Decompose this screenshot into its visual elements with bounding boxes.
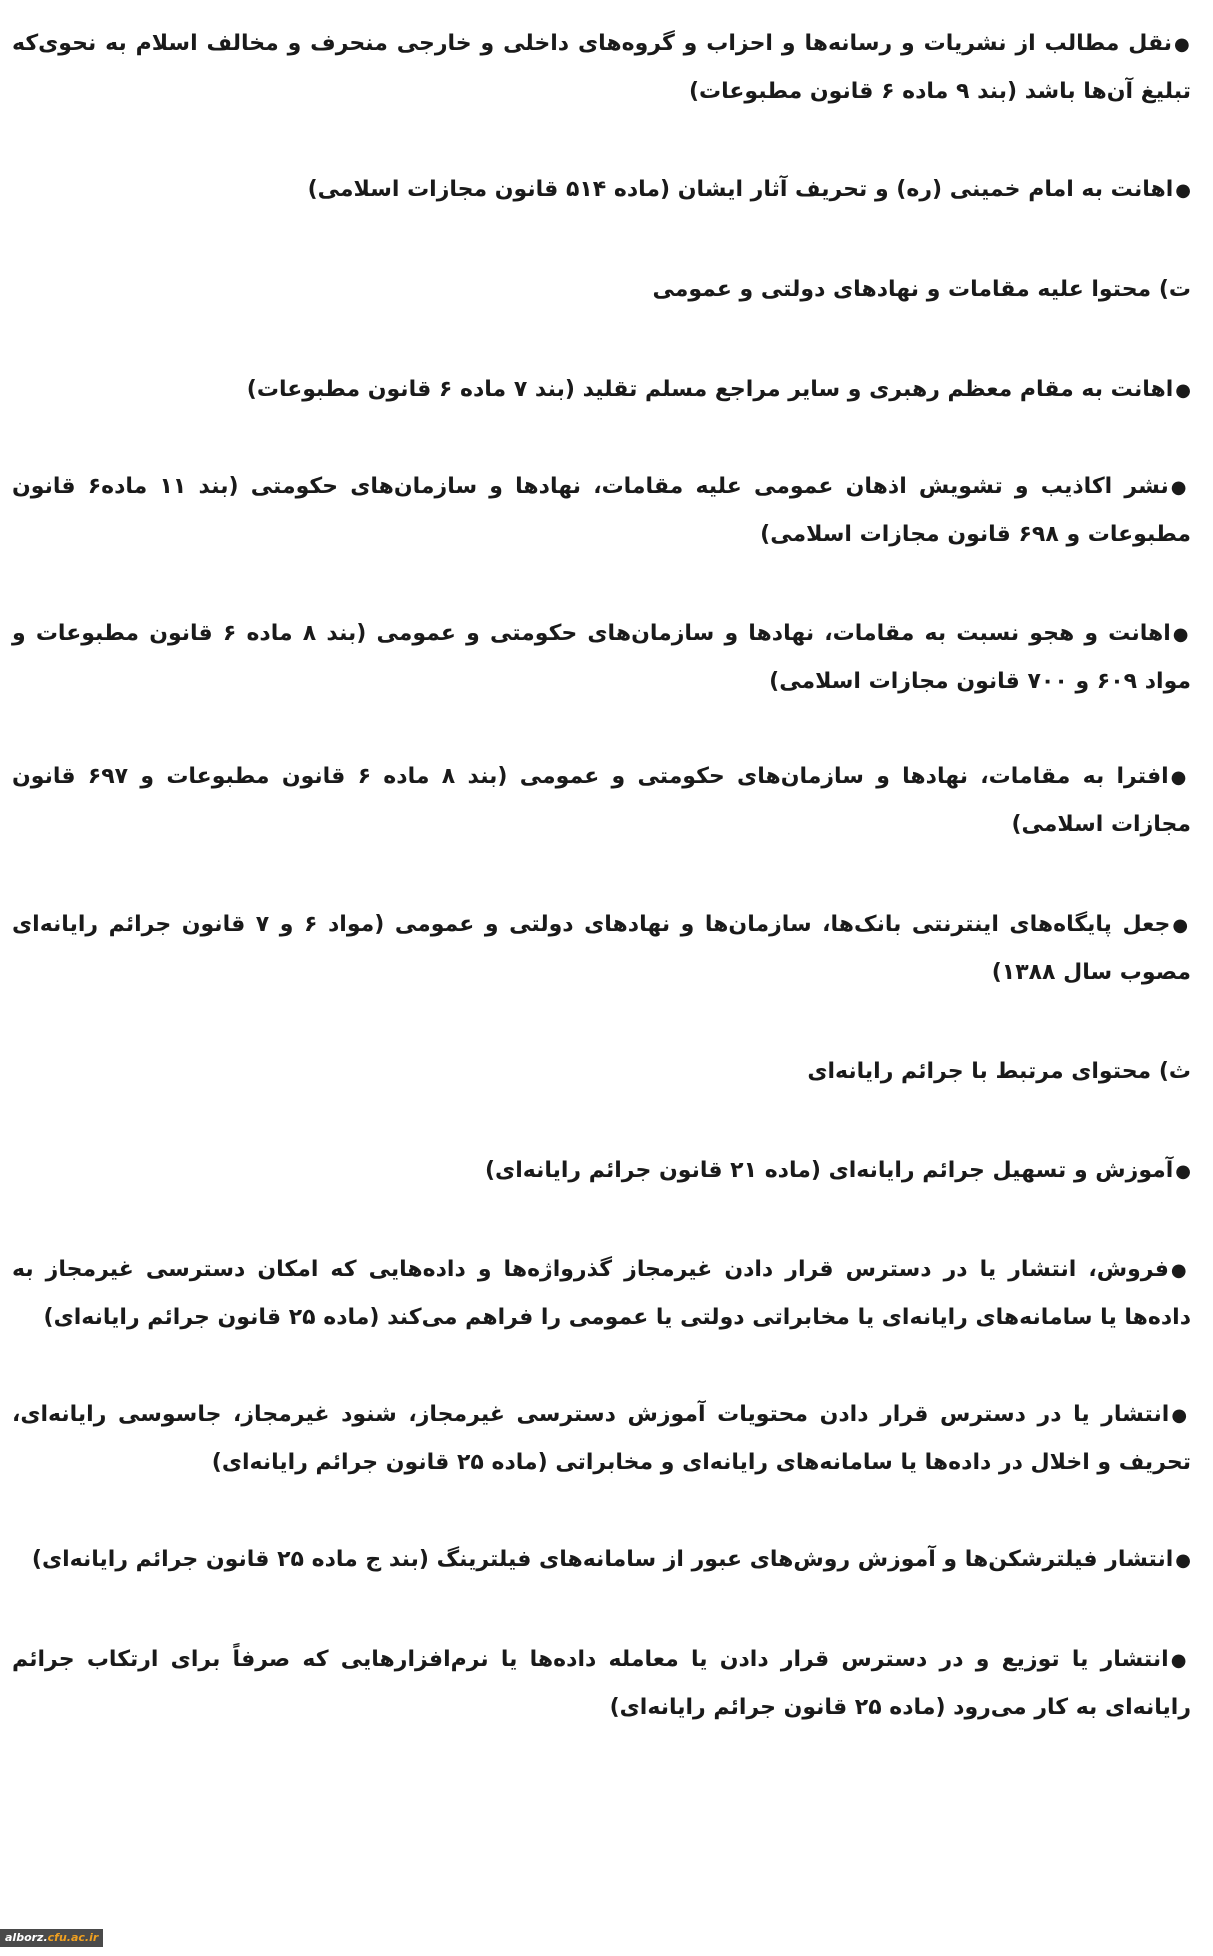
bullet-icon: ● bbox=[1175, 180, 1191, 201]
bullet-icon: ● bbox=[1174, 34, 1191, 55]
watermark-badge: alborz.cfu.ac.ir bbox=[0, 1929, 103, 1947]
bullet-icon: ● bbox=[1172, 915, 1191, 936]
bullet-icon: ● bbox=[1170, 1650, 1191, 1671]
bullet-item: ●انتشار یا در دسترس قرار دادن محتویات آموزش دسترسی غیرمجاز، شنود غیرمجاز، جاسوسی رایانه‌ای، تحریف و اخلال در داده‌ها یا سامانه‌های رایانه‌ای و مخابراتی (ماده ۲۵ قانون جرائم رایانه‌ای) bbox=[12, 1402, 1191, 1475]
bullet-item: ●انتشار فیلترشکن‌ها و آموزش روش‌های عبور از سامانه‌های فیلترینگ (بند ج ماده ۲۵ قانون جرائم رایانه‌ای) bbox=[31, 1547, 1191, 1572]
bullet-icon: ● bbox=[1170, 477, 1191, 498]
bullet-icon: ● bbox=[1171, 1405, 1191, 1426]
bullet-item: ●فروش، انتشار یا در دسترس قرار دادن غیرمجاز گذرواژه‌ها و داده‌هایی که امکان دسترسی غیرمجاز به داده‌ها یا سامانه‌های رایانه‌ای یا مخابراتی دولتی یا عمومی را فراهم می‌کند (ماده ۲۵ قانون جرائم رایانه‌ای) bbox=[12, 1257, 1191, 1330]
bullet-item: ●اهانت و هجو نسبت به مقامات، نهادها و سازمان‌های حکومتی و عمومی (بند ۸ ماده ۶ قانون مطبوعات و مواد ۶۰۹ و ۷۰۰ قانون مجازات اسلامی) bbox=[12, 621, 1191, 694]
section-heading: ث) محتوای مرتبط با جرائم رایانه‌ای bbox=[807, 1059, 1191, 1084]
bullet-icon: ● bbox=[1170, 767, 1191, 788]
bullet-item: ●نقل مطالب از نشریات و رسانه‌ها و احزاب و گروه‌های داخلی و خارجی منحرف و مخالف اسلام به نحوی‌که تبلیغ آن‌ها باشد (بند ۹ ماده ۶ قانون مطبوعات) bbox=[12, 31, 1191, 104]
bullet-item: ●آموزش و تسهیل جرائم رایانه‌ای (ماده ۲۱ قانون جرائم رایانه‌ای) bbox=[485, 1158, 1191, 1183]
bullet-item: ●اهانت به مقام معظم رهبری و سایر مراجع مسلم تقلید (بند ۷ ماده ۶ قانون مطبوعات) bbox=[246, 377, 1191, 402]
bullet-item: ●افترا به مقامات، نهادها و سازمان‌های حکومتی و عمومی (بند ۸ ماده ۶ قانون مطبوعات و ۶۹۷ قانون مجازات اسلامی) bbox=[12, 764, 1191, 837]
bullet-icon: ● bbox=[1170, 1260, 1191, 1281]
bullet-icon: ● bbox=[1175, 1161, 1191, 1182]
bullet-item: ●انتشار یا توزیع و در دسترس قرار دادن یا معامله داده‌ها یا نرم‌افزارهایی که صرفاً برای ارتکاب جرائم رایانه‌ای به کار می‌رود (ماده ۲۵ قانون جرائم رایانه‌ای) bbox=[12, 1647, 1191, 1720]
bullet-item: ●اهانت به امام خمینی (ره) و تحریف آثار ایشان (ماده ۵۱۴ قانون مجازات اسلامی) bbox=[307, 177, 1191, 202]
bullet-icon: ● bbox=[1175, 380, 1191, 401]
bullet-item: ●نشر اکاذیب و تشویش اذهان عمومی علیه مقامات، نهادها و سازمان‌های حکومتی (بند ۱۱ ماده۶ قانون مطبوعات و ۶۹۸ قانون مجازات اسلامی) bbox=[12, 474, 1191, 547]
section-heading: ت) محتوا علیه مقامات و نهادهای دولتی و عمومی bbox=[652, 277, 1191, 302]
bullet-icon: ● bbox=[1172, 624, 1191, 645]
bullet-item: ●جعل پایگاه‌های اینترنتی بانک‌ها، سازمان‌ها و نهادهای دولتی و عمومی (مواد ۶ و ۷ قانون جرائم رایانه‌ای مصوب سال ۱۳۸۸) bbox=[12, 912, 1191, 985]
bullet-icon: ● bbox=[1175, 1550, 1191, 1571]
